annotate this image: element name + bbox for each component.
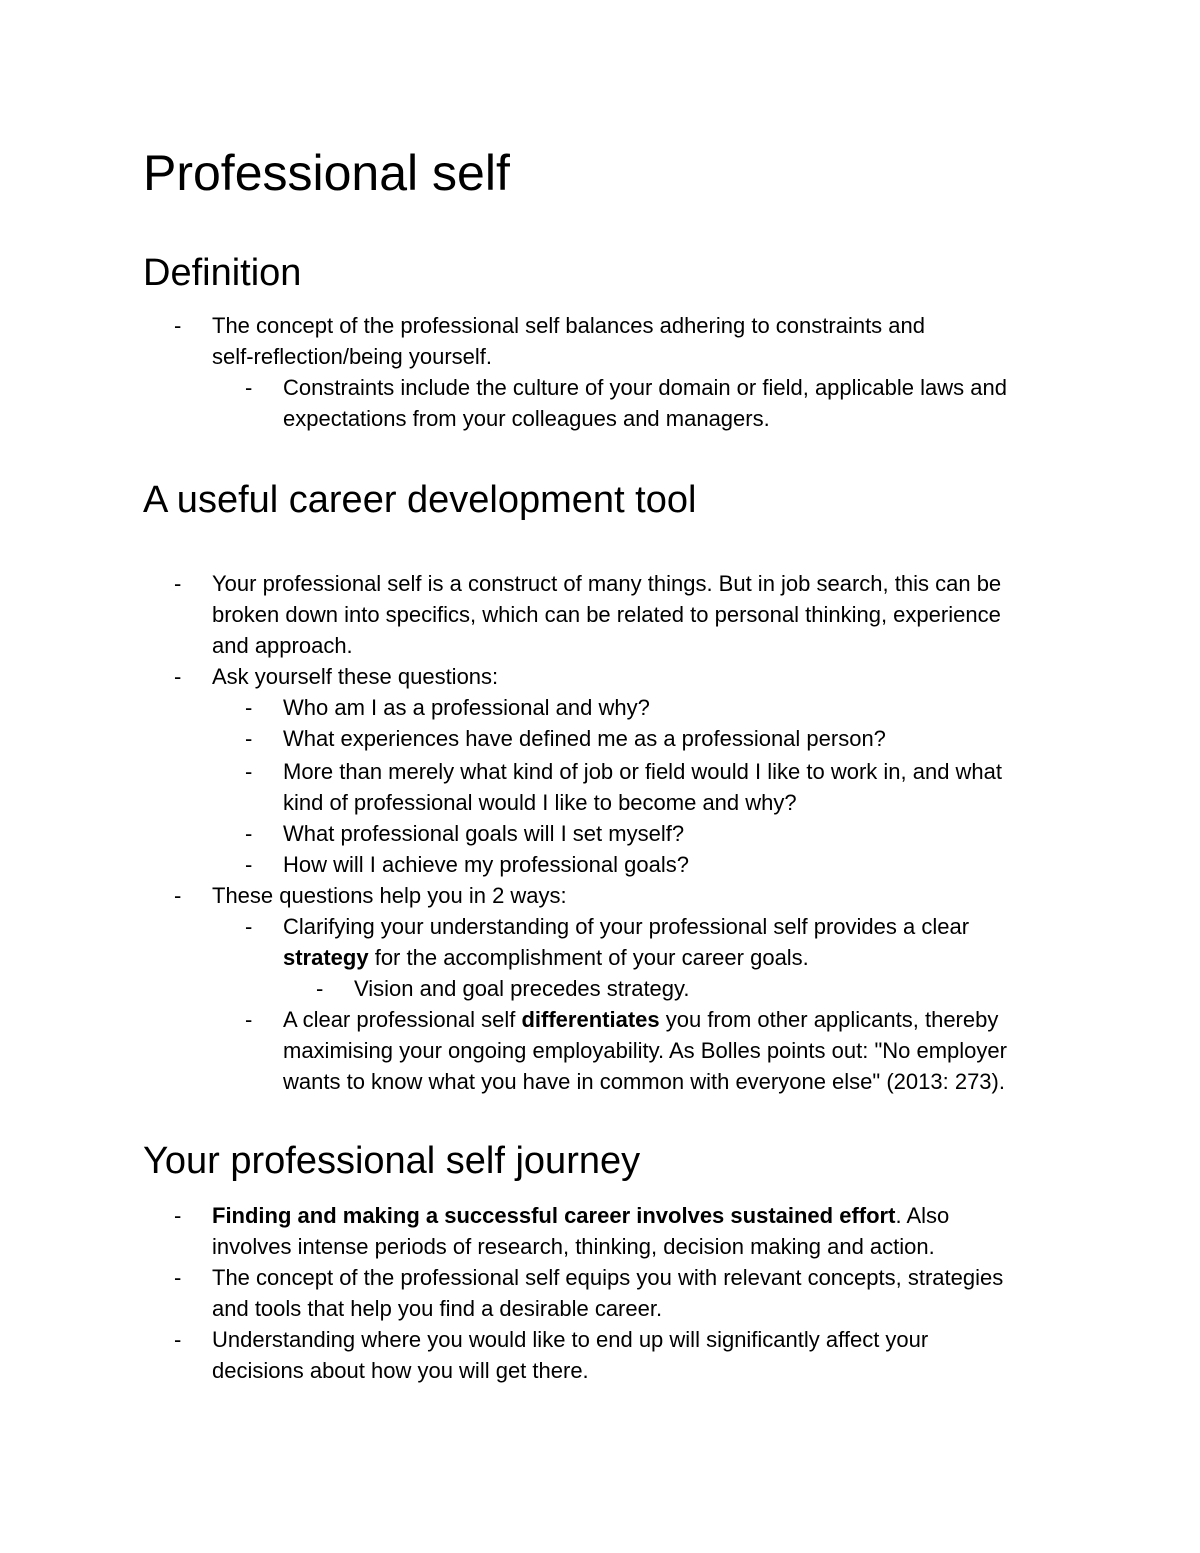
bullet-marker: -	[174, 1203, 182, 1228]
question-5: How will I achieve my professional goals?	[283, 852, 689, 877]
tool-bullet-1-line-1: Your professional self is a construct of many things. But in job search, this can be	[212, 571, 1002, 596]
journey-bullet-1-line-2: involves intense periods of research, thinking, decision making and action.	[212, 1234, 935, 1259]
bold-sustained-effort: Finding and making a successful career involves sustained effort	[212, 1203, 896, 1228]
definition-subbullet-1-line-1: Constraints include the culture of your domain or field, applicable laws and	[283, 375, 1007, 400]
way-2-line-3: wants to know what you have in common with everyone else" (2013: 273).	[283, 1069, 1005, 1094]
way-1-sub: Vision and goal precedes strategy.	[354, 976, 690, 1001]
question-3-line-2: kind of professional would I like to become and why?	[283, 790, 797, 815]
journey-bullet-1-rest: . Also	[895, 1203, 950, 1228]
journey-bullet-3-line-2: decisions about how you will get there.	[212, 1358, 589, 1383]
bullet-marker: -	[174, 571, 182, 596]
journey-bullet-1-line-1	[212, 1200, 949, 1231]
bullet-marker: -	[245, 726, 253, 751]
definition-bullet-1-line-2: self-reflection/being yourself.	[212, 344, 493, 369]
heading-career-tool: A useful career development tool	[143, 479, 697, 521]
tool-bullet-1-line-3: and approach.	[212, 633, 353, 658]
way-1-line-2	[283, 942, 809, 973]
question-1: Who am I as a professional and why?	[283, 695, 650, 720]
question-4: What professional goals will I set myself?	[283, 821, 685, 846]
way-1-line-1: Clarifying your understanding of your professional self provides a clear	[283, 914, 970, 939]
definition-bullet-1-line-1: The concept of the professional self balances adhering to constraints and	[212, 313, 926, 338]
bullet-marker: -	[174, 664, 182, 689]
bullet-marker: -	[245, 852, 253, 877]
way-2-line-1	[283, 1004, 998, 1035]
way-1-line-2-rest: for the accomplishment of your career goals.	[368, 945, 809, 970]
bullet-marker: -	[245, 914, 253, 939]
definition-subbullet-1-line-2: expectations from your colleagues and managers.	[283, 406, 770, 431]
bullet-marker: -	[174, 1327, 182, 1352]
bullet-marker: -	[245, 821, 253, 846]
bullet-marker: -	[245, 375, 253, 400]
bold-strategy: strategy	[283, 945, 369, 970]
bullet-marker: -	[174, 313, 182, 338]
document-title: Professional self	[143, 145, 510, 201]
question-3-line-1: More than merely what kind of job or field would I like to work in, and what	[283, 759, 1003, 784]
tool-bullet-2: Ask yourself these questions:	[212, 664, 499, 689]
bold-differentiates: differentiates	[521, 1007, 660, 1032]
way-2-line-1-start: A clear professional self	[283, 1007, 522, 1032]
question-2: What experiences have defined me as a professional person?	[283, 726, 886, 751]
journey-bullet-2-line-1: The concept of the professional self equips you with relevant concepts, strategies	[212, 1265, 1004, 1290]
bullet-marker: -	[174, 883, 182, 908]
heading-definition: Definition	[143, 252, 302, 294]
bullet-marker: -	[245, 1007, 253, 1032]
journey-bullet-3-line-1: Understanding where you would like to end up will significantly affect your	[212, 1327, 929, 1352]
tool-bullet-3: These questions help you in 2 ways:	[212, 883, 567, 908]
bullet-marker: -	[316, 976, 324, 1001]
heading-journey: Your professional self journey	[143, 1140, 641, 1182]
way-2-line-2: maximising your ongoing employability. As Bolles points out: "No employer	[283, 1038, 1007, 1063]
bullet-marker: -	[245, 695, 253, 720]
bullet-marker: -	[245, 759, 253, 784]
bullet-marker: -	[174, 1265, 182, 1290]
journey-bullet-2-line-2: and tools that help you find a desirable career.	[212, 1296, 663, 1321]
tool-bullet-1-line-2: broken down into specifics, which can be related to personal thinking, experience	[212, 602, 1001, 627]
way-2-line-1-rest: you from other applicants, thereby	[659, 1007, 999, 1032]
